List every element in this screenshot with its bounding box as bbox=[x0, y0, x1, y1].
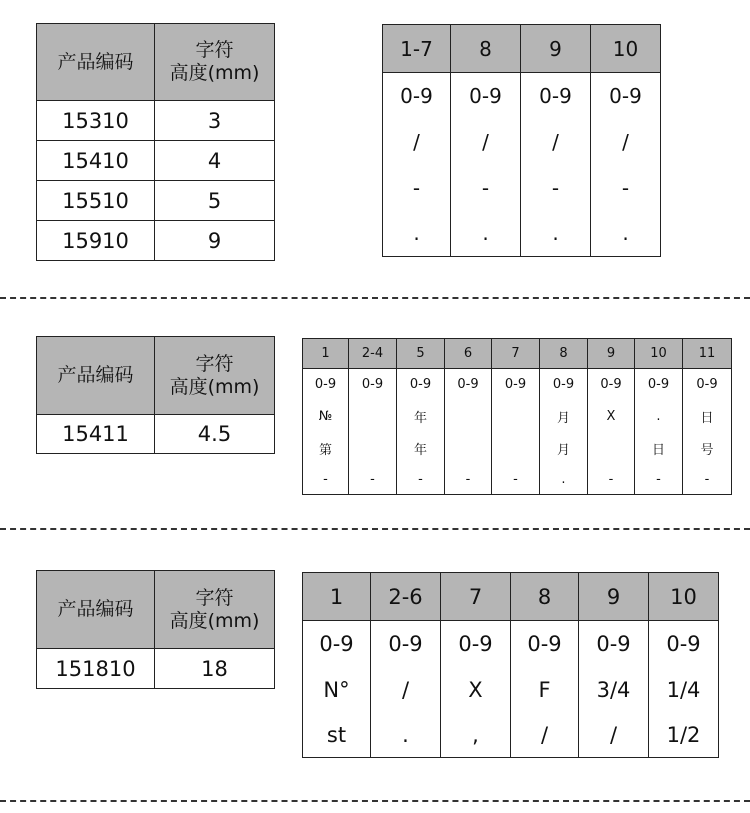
char-cell: - bbox=[397, 465, 445, 495]
code-header: 产品编码 bbox=[37, 337, 155, 415]
char-cell: - bbox=[635, 465, 683, 495]
col-header: 8 bbox=[511, 573, 579, 621]
char-cell: 0-9 bbox=[303, 621, 371, 667]
col-header: 7 bbox=[441, 573, 511, 621]
char-cell: 日 bbox=[683, 401, 732, 433]
char-cell: 0-9 bbox=[540, 369, 588, 401]
dashed-divider bbox=[0, 297, 750, 299]
char-cell: . bbox=[540, 465, 588, 495]
char-cell: . bbox=[451, 211, 521, 257]
product-code: 15510 bbox=[37, 181, 155, 221]
char-cell bbox=[492, 433, 540, 465]
char-cell bbox=[588, 433, 635, 465]
char-height: 4.5 bbox=[155, 415, 275, 454]
char-height: 4 bbox=[155, 141, 275, 181]
char-cell: 0-9 bbox=[511, 621, 579, 667]
char-cell: 0-9 bbox=[591, 73, 661, 119]
char-cell: 日 bbox=[635, 433, 683, 465]
col-header: 8 bbox=[540, 339, 588, 369]
dashed-divider bbox=[0, 800, 750, 802]
char-cell: 1/4 bbox=[649, 667, 719, 713]
char-cell: - bbox=[492, 465, 540, 495]
char-cell: . bbox=[521, 211, 591, 257]
col-header: 6 bbox=[445, 339, 492, 369]
col-header: 2-6 bbox=[371, 573, 441, 621]
char-cell: / bbox=[451, 119, 521, 165]
char-cell: 3/4 bbox=[579, 667, 649, 713]
product-code: 151810 bbox=[37, 649, 155, 689]
col-header: 1-7 bbox=[383, 25, 451, 73]
char-cell: - bbox=[588, 465, 635, 495]
char-cell: 0-9 bbox=[579, 621, 649, 667]
char-cell: 年 bbox=[397, 401, 445, 433]
char-height: 3 bbox=[155, 101, 275, 141]
char-cell: / bbox=[521, 119, 591, 165]
char-cell: X bbox=[441, 667, 511, 713]
char-cell: F bbox=[511, 667, 579, 713]
char-cell: 0-9 bbox=[383, 73, 451, 119]
col-header: 2-4 bbox=[349, 339, 397, 369]
char-cell: / bbox=[591, 119, 661, 165]
char-cell: 0-9 bbox=[349, 369, 397, 401]
product-code: 15410 bbox=[37, 141, 155, 181]
col-header: 10 bbox=[649, 573, 719, 621]
char-cell: 0-9 bbox=[371, 621, 441, 667]
col-header: 7 bbox=[492, 339, 540, 369]
char-cell: 0-9 bbox=[445, 369, 492, 401]
char-cell bbox=[445, 401, 492, 433]
col-header: 9 bbox=[579, 573, 649, 621]
char-table-3 bbox=[302, 572, 719, 758]
char-cell: . bbox=[635, 401, 683, 433]
char-cell: 号 bbox=[683, 433, 732, 465]
char-cell: - bbox=[303, 465, 349, 495]
char-cell: - bbox=[683, 465, 732, 495]
char-cell bbox=[492, 401, 540, 433]
product-code: 15411 bbox=[37, 415, 155, 454]
product-code: 15310 bbox=[37, 101, 155, 141]
char-cell: X bbox=[588, 401, 635, 433]
char-cell: 0-9 bbox=[303, 369, 349, 401]
char-cell: . bbox=[383, 211, 451, 257]
char-cell: 0-9 bbox=[649, 621, 719, 667]
product-table-1 bbox=[36, 23, 275, 261]
char-cell: - bbox=[591, 165, 661, 211]
char-cell bbox=[349, 401, 397, 433]
col-header: 11 bbox=[683, 339, 732, 369]
char-cell: № bbox=[303, 401, 349, 433]
char-cell bbox=[349, 433, 397, 465]
char-cell: / bbox=[371, 667, 441, 713]
height-header: 字符 高度(mm) bbox=[155, 571, 275, 649]
char-cell: - bbox=[445, 465, 492, 495]
char-cell bbox=[445, 433, 492, 465]
product-code: 15910 bbox=[37, 221, 155, 261]
char-cell: / bbox=[383, 119, 451, 165]
col-header: 9 bbox=[521, 25, 591, 73]
char-table-2 bbox=[302, 338, 732, 495]
col-header: 1 bbox=[303, 573, 371, 621]
char-cell: 年 bbox=[397, 433, 445, 465]
char-cell: 0-9 bbox=[397, 369, 445, 401]
char-cell: 0-9 bbox=[451, 73, 521, 119]
char-cell: , bbox=[441, 713, 511, 758]
char-cell: - bbox=[383, 165, 451, 211]
char-cell: 0-9 bbox=[683, 369, 732, 401]
char-cell: 0-9 bbox=[635, 369, 683, 401]
char-cell: . bbox=[591, 211, 661, 257]
height-header: 字符 高度(mm) bbox=[155, 337, 275, 415]
dashed-divider bbox=[0, 528, 750, 530]
char-cell: / bbox=[511, 713, 579, 758]
char-cell: - bbox=[451, 165, 521, 211]
product-table-3 bbox=[36, 570, 275, 689]
col-header: 8 bbox=[451, 25, 521, 73]
char-height: 9 bbox=[155, 221, 275, 261]
col-header: 10 bbox=[591, 25, 661, 73]
char-table-1 bbox=[382, 24, 661, 257]
char-cell: 第 bbox=[303, 433, 349, 465]
char-cell: 0-9 bbox=[441, 621, 511, 667]
char-cell: 月 bbox=[540, 433, 588, 465]
char-cell: 0-9 bbox=[521, 73, 591, 119]
char-cell: / bbox=[579, 713, 649, 758]
char-height: 5 bbox=[155, 181, 275, 221]
col-header: 10 bbox=[635, 339, 683, 369]
char-height: 18 bbox=[155, 649, 275, 689]
char-cell: N° bbox=[303, 667, 371, 713]
col-header: 9 bbox=[588, 339, 635, 369]
char-cell: 0-9 bbox=[588, 369, 635, 401]
height-header: 字符 高度(mm) bbox=[155, 24, 275, 101]
col-header: 5 bbox=[397, 339, 445, 369]
code-header: 产品编码 bbox=[37, 24, 155, 101]
col-header: 1 bbox=[303, 339, 349, 369]
code-header: 产品编码 bbox=[37, 571, 155, 649]
char-cell: - bbox=[521, 165, 591, 211]
char-cell: 月 bbox=[540, 401, 588, 433]
char-cell: 1/2 bbox=[649, 713, 719, 758]
char-cell: - bbox=[349, 465, 397, 495]
char-cell: 0-9 bbox=[492, 369, 540, 401]
product-table-2 bbox=[36, 336, 275, 454]
char-cell: st bbox=[303, 713, 371, 758]
char-cell: . bbox=[371, 713, 441, 758]
